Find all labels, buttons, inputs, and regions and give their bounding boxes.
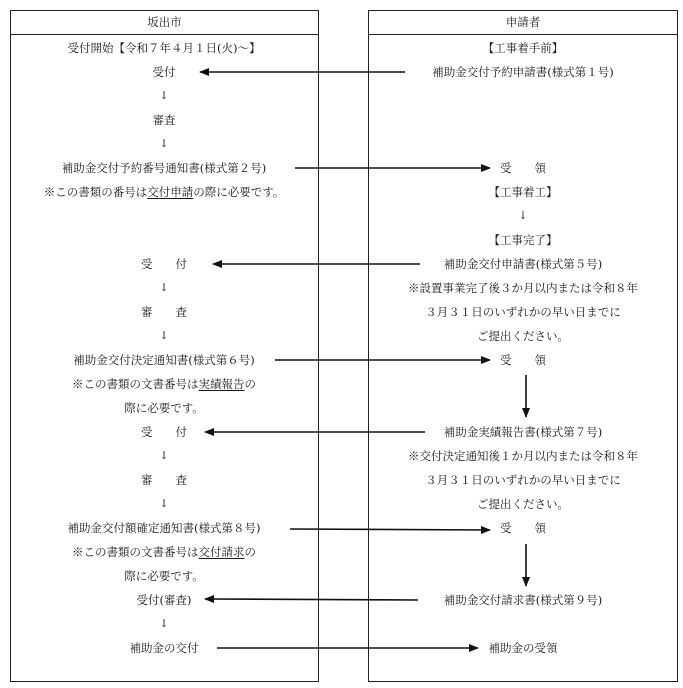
down-arrow-icon: ↓	[159, 497, 169, 510]
down-arrow-icon: ↓	[159, 137, 169, 150]
arrow-claim-to-receive	[205, 599, 418, 600]
note-1-text-a: ※この書類の番号は	[43, 185, 148, 199]
note-3-text-b: の	[244, 545, 256, 559]
applicant-header: 申請者	[369, 11, 677, 35]
down-arrow-icon: ↓	[159, 329, 169, 342]
reservation-notice: 補助金交付予約番号通知書(様式第２号)	[61, 161, 267, 175]
down-arrow-icon: ↓	[159, 449, 169, 462]
receive-step-2: 受 付	[141, 257, 187, 271]
decision-notice: 補助金交付決定通知書(様式第６号)	[73, 353, 255, 367]
down-arrow-icon: ↓	[159, 281, 169, 294]
before-work-label: 【工事着手前】	[482, 41, 564, 55]
receipt-step-2: 受 領	[500, 353, 546, 367]
grant-payment: 補助金の交付	[129, 641, 199, 655]
reservation-application: 補助金交付予約申請書(様式第１号)	[432, 65, 614, 79]
work-start-label: 【工事着工】	[488, 185, 558, 199]
report-note-line-3: ご提出ください。	[477, 497, 569, 511]
city-header: 坂出市	[11, 11, 318, 35]
grant-application: 補助金交付申請書(様式第５号)	[443, 257, 603, 271]
note-1-keyword: 交付申請	[147, 185, 194, 199]
report-note-line-2: ３月３１日のいずれかの早い日までに	[425, 473, 621, 487]
review-step-1: 審査	[152, 113, 176, 127]
report-note-line-1: ※交付決定通知後１か月以内または令和８年	[408, 449, 638, 463]
down-arrow-icon: ↓	[159, 89, 169, 102]
receive-step-4: 受付(審査)	[136, 593, 192, 607]
note-2-text-a: ※この書類の文書番号は	[72, 377, 199, 391]
grant-receipt: 補助金の受領	[488, 641, 558, 655]
review-step-3: 審 査	[141, 473, 187, 487]
receipt-step-1: 受 領	[500, 161, 546, 175]
grant-note-line-3: ご提出ください。	[477, 329, 569, 343]
work-done-label: 【工事完了】	[488, 233, 558, 247]
grant-note-line-2: ３月３１日のいずれかの早い日までに	[425, 305, 621, 319]
down-arrow-icon: ↓	[518, 209, 528, 222]
down-arrow-icon: ↓	[159, 617, 169, 630]
note-2-line-2: 際に必要です。	[124, 401, 204, 415]
note-3-line-2: 際に必要です。	[124, 569, 204, 583]
confirm-notice: 補助金交付額確定通知書(様式第８号)	[67, 521, 261, 535]
note-3-keyword: 交付請求	[198, 545, 245, 559]
receive-step-1: 受付	[152, 65, 176, 79]
note-2-keyword: 実績報告	[198, 377, 245, 391]
performance-report: 補助金実績報告書(様式第７号)	[443, 425, 603, 439]
arrow-confirm-notice	[290, 529, 490, 530]
receive-step-3: 受 付	[141, 425, 187, 439]
note-1-text-b: の際に必要です。	[193, 185, 285, 199]
grant-note-line-1: ※設置事業完了後３か月以内または令和８年	[408, 281, 638, 295]
review-step-2: 審 査	[141, 305, 187, 319]
receipt-step-3: 受 領	[500, 521, 546, 535]
note-2-text-b: の	[244, 377, 256, 391]
claim-form: 補助金交付請求書(様式第９号)	[443, 593, 603, 607]
start-notice: 受付開始【令和７年４月１日(火)～】	[67, 41, 261, 55]
note-3-text-a: ※この書類の文書番号は	[72, 545, 199, 559]
